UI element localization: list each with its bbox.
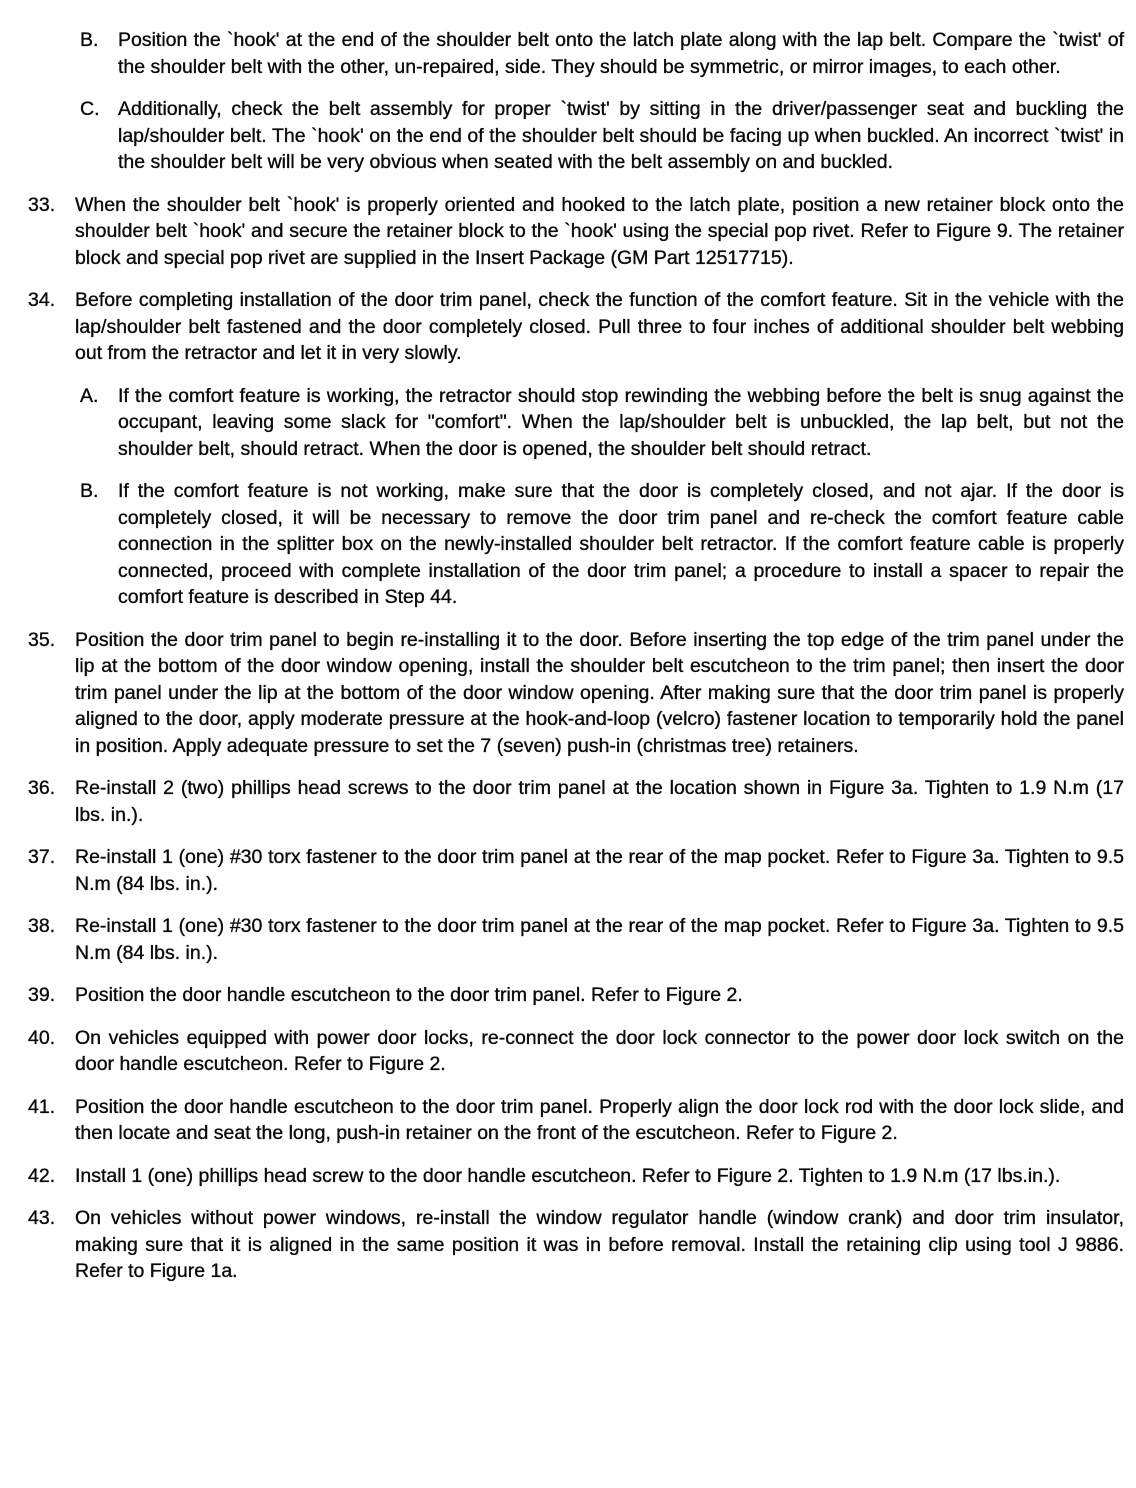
- substep-A-comfort-feature-working: [28, 383, 1124, 463]
- step-41: [28, 1094, 1124, 1147]
- step-39: [28, 982, 1124, 1009]
- step-number: 36.: [28, 777, 56, 799]
- step-text: Re-install 1 (one) #30 torx fastener to the door trim panel at the rear of the map pocket. Refer to Figure 3a. Tighten to 9.5 N.m (84 lbs. in.).: [75, 846, 1124, 895]
- step-42: [28, 1163, 1124, 1190]
- substep-letter: C.: [80, 98, 100, 120]
- step-number: 37.: [28, 846, 56, 868]
- step-text: Before completing installation of the door trim panel, check the function of the comfort feature. Sit in the vehicle with the lap/shoulder belt fastened and the door completely closed. Pull three to four inches of additional shoulder belt webbing out from the retractor and let it in very slowly.: [75, 289, 1124, 364]
- substep-letter: B.: [80, 480, 99, 502]
- substep-C-belt-twist-check: [28, 96, 1124, 176]
- substep-text: Additionally, check the belt assembly for proper `twist' by sitting in the driver/passenger seat and buckling the lap/shoulder belt. The `hook' on the end of the shoulder belt should be facing up when buckled. An incorrect `twist' in the shoulder belt will be very obvious when seated with the belt assembly on and buckled.: [118, 98, 1124, 173]
- step-text: When the shoulder belt `hook' is properly oriented and hooked to the latch plate, position a new retainer block onto the shoulder belt `hook' and secure the retainer block to the `hook' using the special pop rivet. Refer to Figure 9. The retainer block and special pop rivet are supplied in the Insert Package (GM Part 12517715).: [75, 193, 1124, 269]
- step-text: Re-install 2 (two) phillips head screws to the door trim panel at the location shown in Figure 3a. Tighten to 1.9 N.m (17 lbs. in.).: [75, 777, 1124, 826]
- step-43: [28, 1205, 1124, 1285]
- step-number: 41.: [28, 1095, 56, 1118]
- step-text: On vehicles without power windows, re-install the window regulator handle (window crank) and door trim insulator, making sure that it is aligned in the same position it was in before removal. Install the retaining clip using tool J 9886. Refer to Figure 1a.: [75, 1207, 1124, 1282]
- substep-letter: B.: [80, 29, 99, 51]
- step-number: 39.: [28, 984, 56, 1006]
- substep-letter: A.: [80, 384, 99, 407]
- substep-text: If the comfort feature is working, the retractor should stop rewinding the webbing before the belt is snug against the occupant, leaving some slack for "comfort". When the lap/shoulder belt is unbuckled, the lap belt, but not the shoulder belt, should retract. When the door is opened, the shoulder belt should retract.: [118, 384, 1124, 460]
- step-number: 40.: [28, 1026, 56, 1049]
- step-number: 34.: [28, 289, 56, 311]
- step-text: Re-install 1 (one) #30 torx fastener to the door trim panel at the rear of the map pocket. Refer to Figure 3a. Tighten to 9.5 N.m (84 lbs. in.).: [75, 915, 1124, 964]
- step-text: Install 1 (one) phillips head screw to the door handle escutcheon. Refer to Figure 2. Tighten to 1.9 N.m (17 lbs.in.).: [75, 1164, 1061, 1187]
- step-number: 42.: [28, 1164, 56, 1187]
- step-number: 33.: [28, 193, 56, 216]
- step-40: [28, 1025, 1124, 1078]
- step-text: Position the door trim panel to begin re-installing it to the door. Before inserting the top edge of the trim panel under the lip at the bottom of the door window opening, install the shoulder belt escutcheon to the trim panel; then insert the door trim panel under the lip at the bottom of the door window opening. After making sure that the door trim panel is properly aligned to the door, apply moderate pressure at the hook-and-loop (velcro) fastener location to temporarily hold the panel in position. Apply adequate pressure to set the 7 (seven) push-in (christmas tree) retainers.: [75, 628, 1124, 757]
- step-34: [28, 287, 1124, 367]
- substep-text: If the comfort feature is not working, make sure that the door is completely closed, and not ajar. If the door is completely closed, it will be necessary to remove the door trim panel and re-check the comfort feature cable connection in the splitter box on the newly-installed shoulder belt retractor. If the comfort feature cable is properly connected, proceed with complete installation of the door trim panel; a procedure to install a spacer to repair the comfort feature is described in Step 44.: [118, 480, 1124, 608]
- step-35: [28, 627, 1124, 760]
- substep-text: Position the `hook' at the end of the shoulder belt onto the latch plate along with the lap belt. Compare the `twist' of the shoulder belt with the other, un-repaired, side. They should be symmetric, or mirror images, to each other.: [118, 29, 1124, 78]
- substep-B-belt-hook-position: [28, 27, 1124, 80]
- step-text: Position the door handle escutcheon to the door trim panel. Refer to Figure 2.: [75, 984, 743, 1006]
- step-number: 43.: [28, 1207, 56, 1229]
- step-37: [28, 844, 1124, 897]
- step-number: 38.: [28, 915, 56, 937]
- substep-B-comfort-feature-not-working: [28, 478, 1124, 611]
- step-33: [28, 192, 1124, 272]
- step-38: [28, 913, 1124, 966]
- step-36: [28, 775, 1124, 828]
- step-number: 35.: [28, 628, 56, 651]
- step-text: On vehicles equipped with power door locks, re-connect the door lock connector to the power door lock switch on the door handle escutcheon. Refer to Figure 2.: [75, 1026, 1124, 1075]
- step-text: Position the door handle escutcheon to the door trim panel. Properly align the door lock rod with the door lock slide, and then locate and seat the long, push-in retainer on the front of the escutcheon. Refer to Figure 2.: [75, 1095, 1124, 1144]
